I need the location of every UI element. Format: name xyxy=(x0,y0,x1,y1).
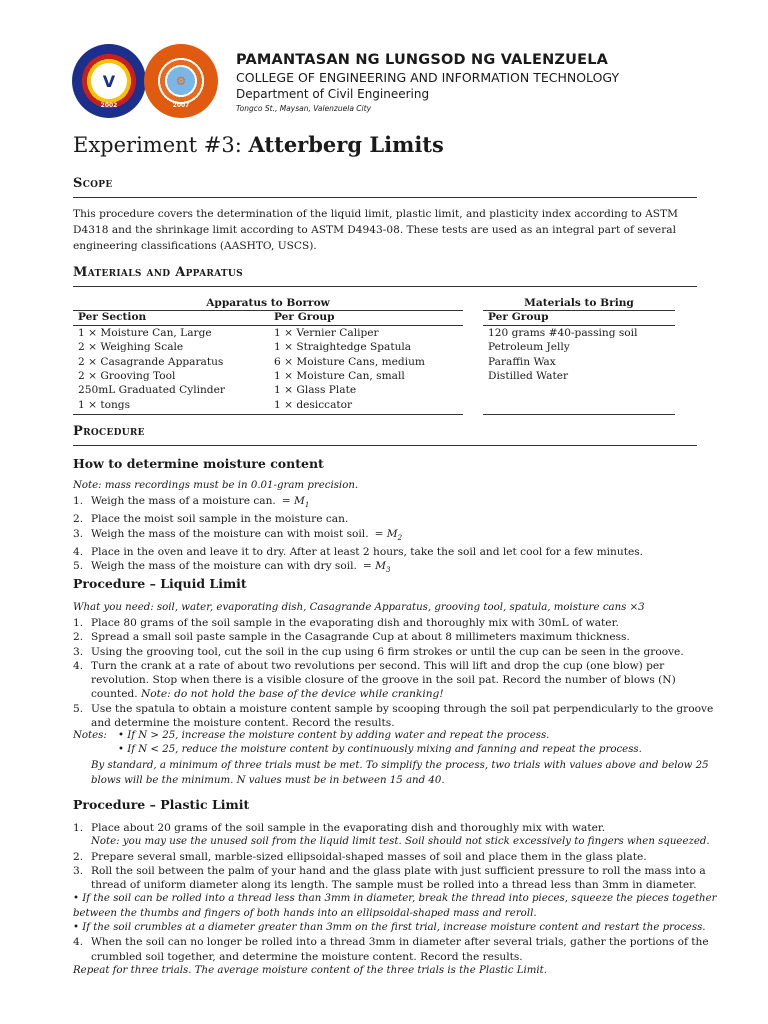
plastic-step-4: When the soil can no longer be rolled into a thread 3mm in diameter after several trials, gather the portions of the crumbled soil together, and determine the moisture content. Record the results. xyxy=(91,936,709,963)
bring-header: Per Group xyxy=(488,311,549,323)
step-number: 2. xyxy=(73,631,84,644)
address: Tongco St., Maysan, Valenzuela City xyxy=(236,104,372,113)
liquid-step xyxy=(73,659,723,702)
apparatus-cell: 2 × Casagrande Apparatus xyxy=(78,355,224,368)
moisture-note: Note: mass recordings must be in 0.01-gram precision. xyxy=(73,480,359,491)
apparatus-cell: 2 × Grooving Tool xyxy=(78,369,176,382)
step-number: 5. xyxy=(73,702,84,715)
department-name: Department of Civil Engineering xyxy=(236,87,430,101)
step-text: Using the grooving tool, cut the soil in the cup using 6 firm strokes or until the cup can be seen in the groove. xyxy=(91,645,684,658)
apparatus-cell: 1 × Moisture Can, small xyxy=(274,369,405,382)
scope-text: This procedure covers the determination of the liquid limit, plastic limit, and plasticity index according to ASTM D4318 and the shrinkage limit according to ASTM D4943-08. These tests are used as an integral part of several engineering classifications (AASHTO, USCS). xyxy=(73,208,678,252)
moisture-title: How to determine moisture content xyxy=(73,456,324,471)
apparatus-header: Per Group xyxy=(274,311,335,323)
moisture-step xyxy=(73,512,713,526)
step-text: Weigh the mass of a moisture can. xyxy=(91,495,276,507)
apparatus-cell: 2 × Weighing Scale xyxy=(78,341,184,354)
moisture-step xyxy=(73,527,713,545)
apparatus-cell: 1 × Glass Plate xyxy=(274,384,357,397)
divider xyxy=(73,286,697,287)
step-text: Place in the oven and leave it to dry. After at least 2 hours, take the soil and let cool for a few minutes. xyxy=(91,546,644,559)
university-seal-logo: V 2002 xyxy=(72,44,146,118)
college-of-engineering-logo: ⚙ 2007 xyxy=(144,44,218,118)
plastic-step-2: Prepare several small, marble-sized ellipsoidal-shaped masses of soil and place them in the glass plate. xyxy=(91,850,647,863)
divider xyxy=(73,197,697,198)
apparatus-cell: 1 × desiccator xyxy=(274,398,353,411)
plastic-bullet-1: • If the soil can be rolled into a thread less than 3mm in diameter, break the thread into pieces, squeeze the pieces together between the thumbs and fingers of both hands into an ellipsoidal-shaped mass and reroll. xyxy=(73,893,717,919)
moisture-step xyxy=(73,545,713,559)
step-subscript: 2 xyxy=(397,533,403,542)
step-equation: = M xyxy=(374,527,398,540)
plastic-step-1: Place about 20 grams of the soil sample in the evaporating dish and thoroughly mix with water. xyxy=(91,822,606,834)
step-number: 2. xyxy=(73,513,84,526)
plastic-bullet-2: • If the soil crumbles at a diameter greater than 3mm on the first trial, increase moisture content and restart the process. xyxy=(73,922,706,934)
step-number: 4. xyxy=(73,659,84,672)
liquid-steps xyxy=(73,616,723,730)
apparatus-header: Per Section xyxy=(78,311,147,323)
plastic-steps: 1. Place about 20 grams of the soil sample in the evaporating dish and thoroughly mix with water. Note: you may use the unused soil from the liquid limit test. Soil should not stick excessively to fingers when squeezed. 2. Prepare several small, marble-sized ellipsoidal-shaped masses of soil and place them in the glass plate. 3. Roll the soil between the palm of your hand and the glass plate with just sufficient pressure to roll the mass into a thread of uniform diameter along its length. The sample must be rolled into a thread less than 3mm in diameter. • If the soil can be rolled into a thread less than 3mm in diameter, break the thread into pieces, squeeze the pieces together between the thumbs and fingers of both hands into an ellipsoidal-shaped mass and reroll. • If the soil crumbles at a diameter greater than 3mm on the first trial, increase moisture content and restart the process. 4. When the soil can no longer be rolled into a thread 3mm in diameter after several trials, gather the portions of the crumbled soil together, and determine the moisture content. Record the results. Repeat for three trials. The average moisture content of the three trials is the Plastic Limit. xyxy=(73,821,723,978)
scope-heading: Scope xyxy=(73,176,113,191)
apparatus-cell: 6 × Moisture Cans, medium xyxy=(274,355,425,368)
apparatus-cell: 250mL Graduated Cylinder xyxy=(78,384,225,397)
step-text: Weigh the mass of the moisture can with moist soil. xyxy=(91,527,369,540)
step-equation: = M xyxy=(281,495,305,507)
step-text: Place 80 grams of the soil sample in the evaporating dish and thoroughly mix with 30mL of water. xyxy=(91,617,619,629)
page-title: Experiment #3: Atterberg Limits xyxy=(73,132,444,157)
step-number: 3. xyxy=(73,645,84,658)
step-text: Place the moist soil sample in the moisture can. xyxy=(91,513,349,526)
apparatus-caption: Apparatus to Borrow xyxy=(206,297,330,309)
step-number: 4. xyxy=(73,546,84,559)
bring-cell: Distilled Water xyxy=(488,369,569,382)
step-text: Use the spatula to obtain a moisture content sample by scooping through the soil pat perpendicularly to the groove and determine the moisture content. Record the results. xyxy=(91,702,714,730)
liquid-step xyxy=(73,630,723,644)
step-text: Weigh the mass of the moisture can with dry soil. xyxy=(91,560,357,573)
materials-heading: Materials and Apparatus xyxy=(73,265,243,280)
bring-caption: Materials to Bring xyxy=(524,297,634,309)
liquid-step xyxy=(73,702,723,731)
step-subscript: 3 xyxy=(385,566,391,575)
procedure-heading: Procedure xyxy=(73,424,145,439)
apparatus-cell: 1 × Moisture Can, Large xyxy=(78,327,212,339)
step-subscript: 1 xyxy=(304,501,310,510)
liquid-notes-text: By standard, a minimum of three trials must be met. To simplify the process, two trials with values above and below 25 blows will be the minimum. N values must be in between 15 and 40. xyxy=(91,760,709,786)
apparatus-cell: 1 × Straightedge Spatula xyxy=(274,341,412,354)
plastic-title: Procedure – Plastic Limit xyxy=(73,797,250,812)
bring-cell: Paraffin Wax xyxy=(488,355,556,368)
step-number: 3. xyxy=(73,527,84,540)
plastic-step-1-note: Note: you may use the unused soil from the liquid limit test. Soil should not stick excessively to fingers when squeezed. xyxy=(91,836,710,848)
liquid-note-1: • If N > 25, increase the moisture content by adding water and repeat the process. xyxy=(118,730,550,741)
apparatus-cell: 1 × Vernier Caliper xyxy=(274,327,379,339)
step-number: 1. xyxy=(73,617,84,629)
liquid-title: Procedure – Liquid Limit xyxy=(73,576,247,591)
divider xyxy=(73,445,697,446)
step-number: 1. xyxy=(73,495,84,507)
liquid-need: What you need: soil, water, evaporating dish, Casagrande Apparatus, grooving tool, spatula, moisture cans ×3 xyxy=(73,602,645,613)
university-name: PAMANTASAN NG LUNGSOD NG VALENZUELA xyxy=(236,52,609,68)
plastic-step-3: Roll the soil between the palm of your hand and the glass plate with just sufficient pressure to roll the mass into a thread of uniform diameter along its length. The sample must be rolled into a thread less than 3mm in diameter. xyxy=(91,864,706,892)
plastic-final: Repeat for three trials. The average moisture content of the three trials is the Plastic Limit. xyxy=(73,964,547,976)
bring-cell: Petroleum Jelly xyxy=(488,341,570,354)
bring-cell: 120 grams #40-passing soil xyxy=(488,327,638,339)
college-name: COLLEGE OF ENGINEERING AND INFORMATION TECHNOLOGY xyxy=(236,70,620,85)
step-note: Note: do not hold the base of the device while cranking! xyxy=(137,688,444,701)
liquid-step xyxy=(73,616,723,630)
liquid-note-2: • If N < 25, reduce the moisture content by continuously mixing and fanning and repeat the process. xyxy=(118,744,642,755)
apparatus-cell: 1 × tongs xyxy=(78,398,131,411)
step-equation: = M xyxy=(362,560,386,573)
step-text: Spread a small soil paste sample in the Casagrande Cup at about 8 millimeters maximum thickness. xyxy=(91,631,630,644)
moisture-steps xyxy=(73,494,713,578)
notes-label: Notes: xyxy=(73,730,107,741)
moisture-step xyxy=(73,494,713,512)
step-text: Turn the crank at a rate of about two revolutions per second. This will lift and drop the cup (one blow) per revolution. Stop when there is a visible closure of the groove in the soil pat. Record the number of blows (N) counted. xyxy=(91,659,676,701)
step-number: 5. xyxy=(73,560,84,573)
liquid-step xyxy=(73,645,723,659)
